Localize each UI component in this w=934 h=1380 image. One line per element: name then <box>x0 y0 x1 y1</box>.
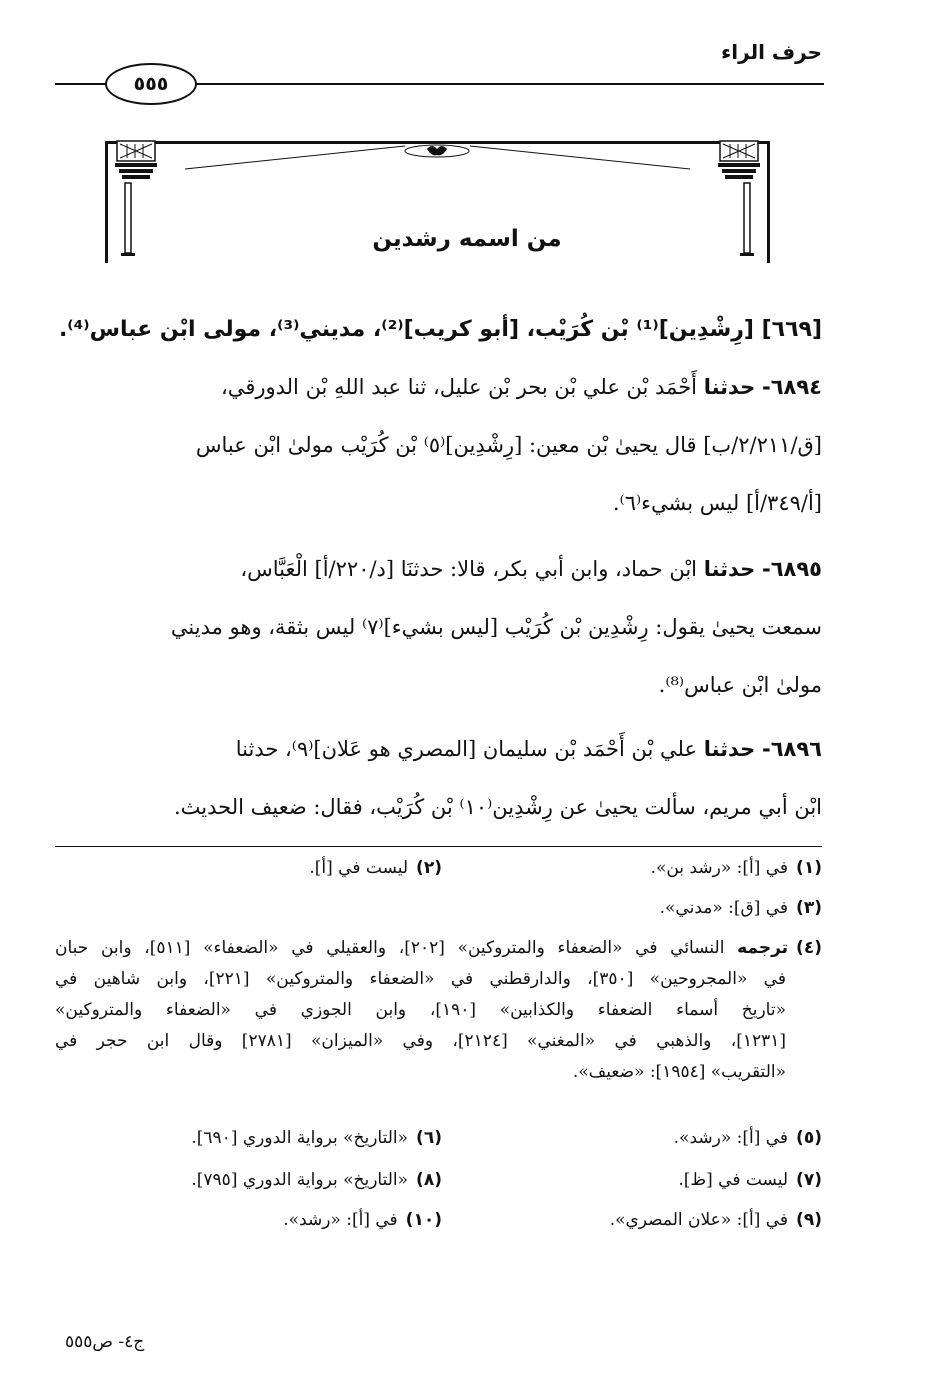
paragraph-line: سمعت يحيىٰ يقول: رِشْدِين بْن كُرَيْب [ليس بشيء]⁽٧⁾ ليس بثقة، وهو مديني <box>170 615 822 639</box>
footnote-mark: (٣) <box>796 898 822 918</box>
footnote-text: ليست في [أ]. <box>309 858 409 878</box>
page-number-badge <box>105 63 197 105</box>
footnote-line: في «المجروحين» [٣٥٠]، والدارقطني في «الضعفاء والمتروكين» [٢٢١]، وابن شاهين في <box>55 969 786 989</box>
hadith-number: ٦٨٩٦- <box>762 737 822 761</box>
paragraph-line: [ق/٢/٢١١/ب] قال يحيىٰ بْن معين: [رِشْدِين]⁽٥⁾ بْن كُرَيْب مولىٰ ابْن عباس <box>195 433 822 457</box>
footnote-8 <box>191 1170 442 1190</box>
page-footer: ج٤- ص٥٥٥ <box>65 1332 145 1352</box>
footnote-text: ليست في [ظ]. <box>678 1170 789 1190</box>
hadith-number: ٦٨٩٥- <box>762 557 822 581</box>
paragraph-text: ابْن حماد، وابن أبي بكر، قالا: حدثنَا [د/٢٢٠/أ] الْعَبَّاس، <box>240 557 698 581</box>
footnote-mark: (١٠) <box>405 1210 442 1230</box>
footnote-mark: (١) <box>796 858 822 878</box>
running-title: حرف الراء <box>721 40 822 64</box>
paragraph-line <box>55 720 822 778</box>
paragraph-line: مولىٰ ابْن عباس⁽⁸⁾. <box>658 673 822 697</box>
footnote-mark: (٥) <box>796 1128 822 1148</box>
footnote-mark: (٩) <box>796 1210 822 1230</box>
paragraph-line: ابْن أبي مريم، سألت يحيىٰ عن رِشْدِين⁽١٠⁾ بْن كُرَيْب، فقال: ضعيف الحديث. <box>174 795 822 819</box>
paragraph-text: أَحْمَد بْن علي بْن بحر بْن عليل، ثنا عبد اللهِ بْن الدورقي، <box>221 375 698 399</box>
footnote-text: «التاريخ» برواية الدوري [٧٩٥]. <box>191 1170 409 1190</box>
paragraph-line: [أ/٣٤٩/أ] ليس بشيء⁽٦⁾. <box>612 491 822 515</box>
footnote-5 <box>674 1128 822 1148</box>
section-title: من اسمه رشدين <box>372 226 562 252</box>
footnote-keyword: ترجمه <box>737 938 789 958</box>
footnote-7 <box>678 1170 822 1190</box>
footnote-line <box>55 933 822 964</box>
hadith-number: ٦٨٩٤- <box>762 375 822 399</box>
footnote-1 <box>651 858 822 878</box>
footnote-2 <box>309 858 442 878</box>
footnote-text: النسائي في «الضعفاء والمتروكين» [٢٠٢]، والعقيلي في «الضعفاء» [٥١١]، وابن حبان <box>55 938 725 958</box>
footnote-line: [١٢٣١]، والذهبي في «المغني» [٢١٢٤]، وفي «الميزان» [٢٧٨١] وقال ابن حجر في <box>55 1031 787 1051</box>
footnote-mark: (٤) <box>796 938 822 958</box>
footnote-line: «التقريب» [١٩٥٤]: «ضعيف». <box>572 1062 786 1082</box>
footnote-text: في [أ]: «رشد بن». <box>650 858 789 878</box>
footnote-text: «التاريخ» برواية الدوري [٦٩٠]. <box>191 1128 409 1148</box>
footnote-10 <box>283 1210 442 1230</box>
footnote-text: في [أ]: «رشد». <box>283 1210 398 1230</box>
footnote-mark: (٨) <box>416 1170 442 1190</box>
footnote-9 <box>610 1210 822 1230</box>
footnote-6 <box>191 1128 442 1148</box>
footnote-text: في [أ]: «علان المصري». <box>609 1210 789 1230</box>
narration-lead: حدثنا <box>703 557 756 581</box>
paragraph-6895 <box>55 540 822 714</box>
paragraph-line <box>55 540 822 598</box>
footnote-mark: (٦) <box>416 1128 442 1148</box>
footnote-text: في [أ]: «رشد». <box>673 1128 789 1148</box>
page-number: ٥٥٥ <box>133 73 169 95</box>
entry-heading: [٦٦٩] [رِشْدِين]⁽¹⁾ بْن كُرَيْب، [أبو كريب]⁽²⁾، مديني⁽³⁾، مولى ابْن عباس⁽⁴⁾. <box>58 317 822 342</box>
footnote-text: في [ق]: «مدني». <box>659 898 789 918</box>
narration-lead: حدثنا <box>703 375 756 399</box>
footnote-line: «تاريخ أسماء الضعفاء والكذابين» [١٩٠]، وابن الجوزي في «الضعفاء والمتروكين» <box>55 1000 786 1020</box>
paragraph-6894 <box>55 358 822 532</box>
footnote-4 <box>55 933 822 1088</box>
paragraph-text: علي بْن أَحْمَد بْن سليمان [المصري هو عَلان]⁽٩⁾، حدثنا <box>235 737 698 761</box>
footnote-rule <box>55 846 822 847</box>
paragraph-line <box>55 358 822 416</box>
footnote-mark: (٧) <box>796 1170 822 1190</box>
footnote-mark: (٢) <box>416 858 442 878</box>
footnote-3 <box>660 898 822 918</box>
narration-lead: حدثنا <box>703 737 756 761</box>
paragraph-6896 <box>55 720 822 836</box>
